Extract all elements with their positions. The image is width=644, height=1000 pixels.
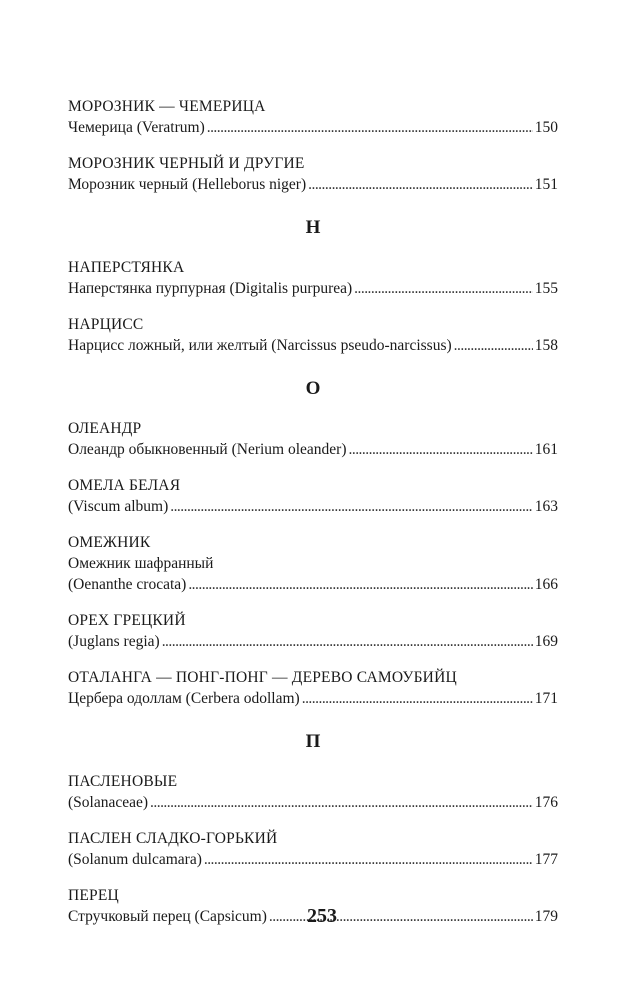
entry-page: 166 <box>534 576 558 593</box>
entry-page: 171 <box>534 690 558 707</box>
dot-leader <box>302 688 533 709</box>
entry-line <box>68 631 558 652</box>
entry-heading: ПЕРЕЦ <box>68 887 119 904</box>
entry-heading: МОРОЗНИК — ЧЕМЕРИЦА <box>68 98 266 115</box>
entry-page: 179 <box>534 908 558 925</box>
dot-leader <box>207 117 533 138</box>
dot-leader <box>204 849 533 870</box>
toc-entry <box>68 771 558 813</box>
dot-leader <box>354 278 533 299</box>
entry-title: (Viscum album) <box>68 498 169 515</box>
toc-entry <box>68 96 558 138</box>
entry-line <box>68 335 558 356</box>
entry-title: Чемерица (Veratrum) <box>68 119 205 136</box>
toc-entry <box>68 314 558 356</box>
entry-title: (Juglans regia) <box>68 633 160 650</box>
entry-page: 176 <box>534 794 558 811</box>
entry-line <box>68 849 558 870</box>
dot-leader <box>162 631 533 652</box>
entry-page: 155 <box>534 280 558 297</box>
entry-title: Цербера одоллам (Cerbera odollam) <box>68 690 300 707</box>
entry-line <box>68 496 558 517</box>
toc-entry <box>68 475 558 517</box>
toc-entry <box>68 153 558 195</box>
entry-subtitle: Омежник шафранный <box>68 555 214 572</box>
toc-entry <box>68 257 558 299</box>
entry-heading: ОТАЛАНГА — ПОНГ-ПОНГ — ДЕРЕВО САМОУБИЙЦ <box>68 669 457 686</box>
entry-title: Олеандр обыкновенный (Nerium oleander) <box>68 441 347 458</box>
entry-line <box>68 174 558 195</box>
toc-entry <box>68 828 558 870</box>
entry-heading: ОРЕХ ГРЕЦКИЙ <box>68 612 186 629</box>
toc-entry <box>68 667 558 709</box>
entry-title: Морозник черный (Helleborus niger) <box>68 176 307 193</box>
entry-heading: НАПЕРСТЯНКА <box>68 259 185 276</box>
entry-heading: НАРЦИСС <box>68 316 144 333</box>
entry-heading: ПАСЛЕНОВЫЕ <box>68 773 178 790</box>
entry-heading: ОМЕЛА БЕЛАЯ <box>68 477 181 494</box>
entry-line <box>68 574 558 595</box>
dot-leader <box>150 792 533 813</box>
dot-leader <box>349 439 533 460</box>
entry-line <box>68 278 558 299</box>
section-letter-o: О <box>305 378 321 399</box>
page-number: 253 <box>307 905 337 927</box>
toc-entry <box>68 610 558 652</box>
dot-leader <box>188 574 532 595</box>
entry-title: Наперстянка пурпурная (Digitalis purpurea) <box>68 280 353 297</box>
toc-entry <box>68 532 558 595</box>
entry-page: 161 <box>534 441 558 458</box>
dot-leader <box>454 335 533 356</box>
entry-title: Нарцисс ложный, или желтый (Narcissus pseudo-narcissus) <box>68 337 452 354</box>
entry-page: 169 <box>534 633 558 650</box>
entry-title: (Solanum dulcamara) <box>68 851 202 868</box>
entry-title: (Solanaceae) <box>68 794 149 811</box>
entry-page: 150 <box>534 119 558 136</box>
section-letter-n: Н <box>305 217 321 238</box>
entry-heading: ПАСЛЕН СЛАДКО-ГОРЬКИЙ <box>68 830 278 847</box>
dot-leader <box>308 174 533 195</box>
entry-title: Стручковый перец (Capsicum) <box>68 908 267 925</box>
entry-heading: ОМЕЖНИК <box>68 534 151 551</box>
entry-line <box>68 792 558 813</box>
entry-page: 177 <box>534 851 558 868</box>
dot-leader <box>170 496 533 517</box>
section-letter-p: П <box>305 731 321 752</box>
entry-line <box>68 117 558 138</box>
entry-page: 163 <box>534 498 558 515</box>
entry-line <box>68 688 558 709</box>
entry-page: 158 <box>534 337 558 354</box>
entry-page: 151 <box>534 176 558 193</box>
entry-heading: ОЛЕАНДР <box>68 420 142 437</box>
toc-page <box>68 96 558 942</box>
entry-line <box>68 439 558 460</box>
toc-entry <box>68 418 558 460</box>
entry-heading: МОРОЗНИК ЧЕРНЫЙ И ДРУГИЕ <box>68 155 305 172</box>
entry-title: (Oenanthe crocata) <box>68 576 187 593</box>
